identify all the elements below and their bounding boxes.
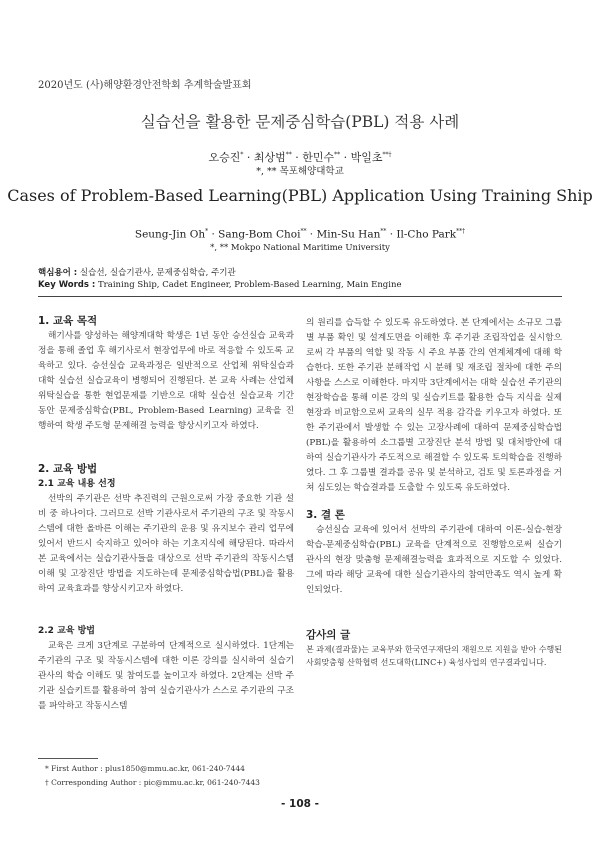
conference-header: 2020년도 (사)해양환경안전학회 추계학술발표회	[38, 80, 252, 91]
author-mark: **	[380, 228, 387, 235]
paragraph: 선박의 주기관은 선박 추진력의 근원으로써 가장 중요한 기관 설비 중 하나이다. 그러므로 선박 기관사로서 주기관의 구조 및 작동시스템에 대한 올바른 이해는 주기관의 운용 및 유지보수 관리 업무에 있어서 반드시 숙지하고 있어야 하는 기초지식에 해당된다. 따라서 본 교육에서는 실습기관사들을 대상으로 선박 주기관의 작동시스템 이해 및 고장진단 방법을 지도하는데 문제중심학습법(PBL)을 활용하여 교육효과를 향상시키고자 하였다.	[38, 494, 294, 594]
author-mark: *	[240, 151, 244, 159]
author-name: 박일초	[350, 151, 383, 164]
author-name: 최상범	[253, 151, 286, 164]
author-mark: *	[205, 228, 209, 235]
keywords-label: 핵심용어 :	[38, 268, 78, 278]
section-heading: 감사의 글	[306, 629, 351, 641]
author-mark: **	[334, 151, 341, 159]
paragraph: 승선실습 교육에 있어서 선박의 주기관에 대하여 이론-실습-현장학습-문제중심학습(PBL) 교육을 단계적으로 진행함으로써 실습기관사의 현장 맞춤형 문제해결능력을 효과적으로 지도할 수 있었다. 그에 따라 해당 교육에 대한 실습기관사의 참여만족도 역시 높게 확인되었다.	[306, 525, 562, 595]
author-name: Sang-Bom Choi	[218, 228, 301, 241]
paragraph: 교육은 크게 3단계로 구분하여 단계적으로 실시하였다. 1단계는 주기관의 구조 및 작동시스템에 대한 이론 강의를 실시하여 실습기관사의 학습 이해도 및 참여도를 높이고자 하였다. 2단계는 선박 주기관 실습키트를 활용하여 참여 실습기관사가 스스로 주기관의 구조를 파악하고 작동시스템	[38, 641, 294, 711]
right-column-conclusion	[306, 508, 562, 598]
keywords-text: 실습선, 실습기관사, 문제중심학습, 주기관	[79, 268, 236, 278]
author-name: 오승진	[208, 151, 241, 164]
footnote-divider	[38, 758, 98, 759]
author-mark: **	[300, 228, 307, 235]
footnote-corresponding-author: † Corresponding Author : pic@mmu.ac.kr, 061-240-7443	[45, 778, 260, 787]
right-column	[306, 316, 562, 496]
keywords-label: Key Words :	[38, 280, 96, 290]
acknowledgement	[306, 628, 562, 669]
affiliation-korean: *, ** 목포해양대학교	[256, 166, 344, 177]
paper-title-korean: 실습선을 활용한 문제중심학습(PBL) 적용 사례	[140, 113, 460, 131]
paper-title-english: Cases of Problem-Based Learning(PBL) Application Using Training Ship	[7, 186, 593, 205]
keywords-text: Training Ship, Cadet Engineer, Problem-Based Learning, Main Engine	[98, 280, 402, 290]
keywords-korean	[38, 266, 236, 278]
keywords-english	[38, 280, 401, 290]
footnote-first-author: * First Author : plus1850@mmu.ac.kr, 061-240-7444	[45, 764, 245, 773]
author-name: Il-Cho Park	[396, 228, 457, 241]
section-heading: 2. 교육 방법	[38, 463, 98, 475]
author-name: Min-Su Han	[316, 228, 381, 241]
author-mark: **†	[382, 151, 392, 159]
paragraph: 본 과제(결과물)는 교육부와 한국연구재단의 재원으로 지원을 받아 수행된 사회맞춤형 산학협력 선도대학(LINC+) 육성사업의 연구결과입니다.	[306, 645, 562, 667]
authors-korean: 오승진* · 최상범** · 한민수** · 박일초**†	[208, 151, 392, 164]
section-heading: 3. 결 론	[306, 509, 345, 521]
authors-english: Seung-Jin Oh* · Sang-Bom Choi** · Min-Su Han** · Il-Cho Park**†	[134, 228, 466, 241]
author-name: 한민수	[302, 151, 335, 164]
left-column-section-2-2	[38, 624, 294, 714]
left-column	[38, 314, 294, 434]
author-mark: **†	[456, 228, 466, 235]
subsection-heading: 2.1 교육 내용 선정	[38, 479, 116, 489]
author-mark: **	[285, 151, 292, 159]
paragraph: 의 원리를 습득할 수 있도록 유도하였다. 본 단계에서는 소규모 그룹별 부품 확인 및 설계도면을 이해한 후 주기관 조립작업을 실시함으로써 각 부품의 역할 및 작동 시 주요 부품 간의 연계체계에 대해 학습한다. 또한 주기관 분해작업 시 분해 및 재조립 절차에 대한 주의사항을 스스로 이해한다. 마지막 3단계에서는 대학 실습선 주기관의 현장학습을 통해 이론 강의 및 실습키트를 활용한 습득 지식을 실제 현장과 비교함으로써 교육의 실무 적용 감각을 키우고자 하였다. 또한 주기관에서 발생할 수 있는 고장사례에 대하여 문제중심학습법(PBL)을 활용하여 소그룹별 고장진단 분석 방법 및 대처방안에 대하여 실습기관사가 주도적으로 해결할 수 있도록 토의학습을 진행하였다. 그 후 그룹별 결과를 공유 및 분석하고, 검토 및 토론과정을 거쳐 심도있는 학습결과를 도출할 수 있도록 유도하였다.	[306, 318, 562, 493]
left-column-section-2	[38, 462, 294, 597]
page-number: - 108 -	[281, 798, 319, 810]
section-heading: 1. 교육 목적	[38, 315, 98, 327]
paragraph: 해기사를 양성하는 해양계대학 학생은 1년 동안 승선실습 교육과정을 통해 졸업 후 해기사로서 현장업무에 바로 적응할 수 있도록 교육하고 있다. 승선실습 교육과정은 일반적으로 산업체 위탁실습과 대학 실습선 실습교육이 병행되어 진행된다. 본 교육 사례는 산업체 위탁실습을 통한 현업문제를 기반으로 대학 실습선 실습교육 기간 동안 문제중심학습(PBL, Problem-Based Learning) 교육을 진행하여 학생 주도형 문제해결 능력을 향상시키고자 하였다.	[38, 331, 294, 431]
author-name: Seung-Jin Oh	[134, 228, 206, 241]
affiliation-english: *, ** Mokpo National Maritime University	[210, 243, 390, 253]
divider	[38, 296, 562, 297]
subsection-heading: 2.2 교육 방법	[38, 626, 95, 636]
